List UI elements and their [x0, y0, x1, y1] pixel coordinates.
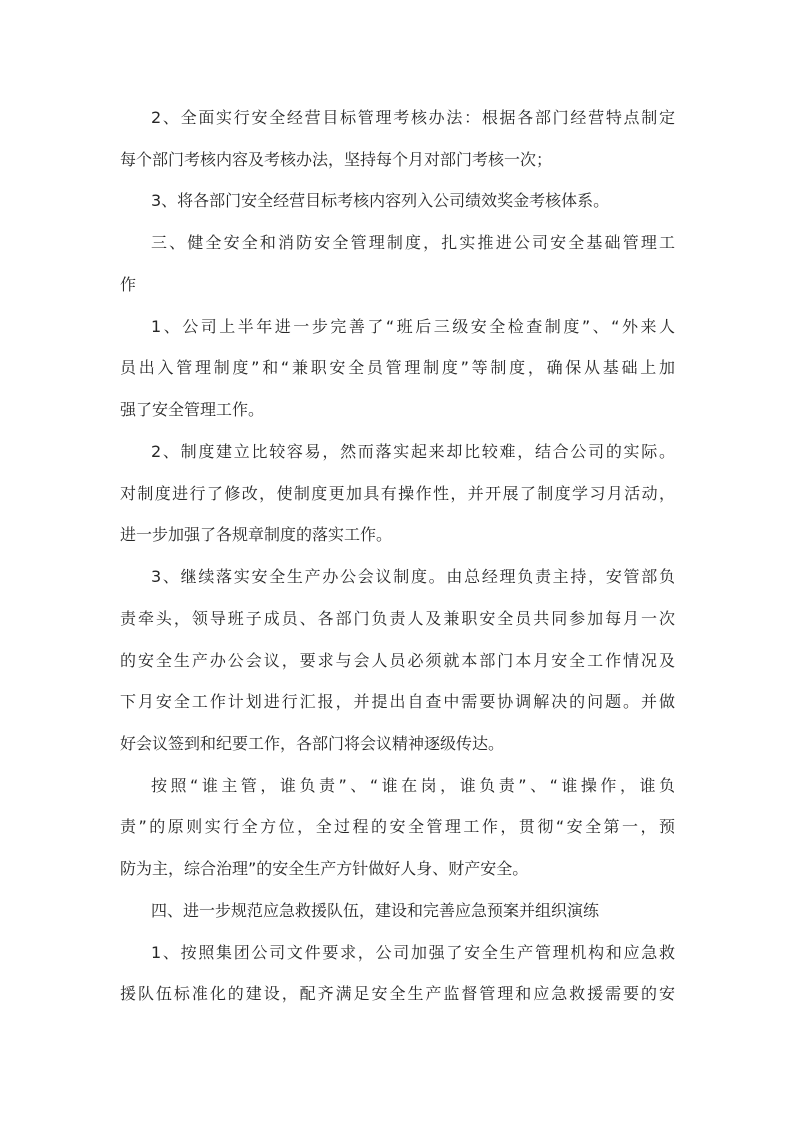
text-line: 强了安全管理工作。 — [120, 400, 265, 419]
text-line: 每个部门考核内容及考核办法，坚持每个月对部门考核一次； — [120, 150, 553, 169]
text-line: 2、制度建立比较容易，然而落实起来却比较难，结合公司的实际。 — [151, 442, 675, 461]
text-line: 2、全面实行安全经营目标管理考核办法：根据各部门经营特点制定 — [151, 108, 675, 127]
text-line: 下月安全工作计划进行汇报，并提出自查中需要协调解决的问题。并做 — [120, 692, 675, 711]
text-line: 按照“谁主管，谁负责”、“谁在岗，谁负责”、“谁操作，谁负 — [151, 776, 675, 795]
text-line: 的安全生产办公会议，要求与会人员必须就本部门本月安全工作情况及 — [120, 651, 675, 670]
text-line: 进一步加强了各规章制度的落实工作。 — [120, 525, 393, 544]
text-line: 3、将各部门安全经营目标考核内容列入公司绩效奖金考核体系。 — [151, 191, 610, 210]
text-line: 责牵头，领导班子成员、各部门负责人及兼职安全员共同参加每月一次 — [120, 609, 675, 628]
text-line: 防为主，综合治理”的安全生产方针做好人身、财产安全。 — [120, 859, 529, 878]
text-line: 1、按照集团公司文件要求，公司加强了安全生产管理机构和应急救 — [151, 943, 675, 962]
section-heading: 四、进一步规范应急救援队伍，建设和完善应急预案并组织演练 — [151, 901, 600, 920]
text-line: 责”的原则实行全方位，全过程的安全管理工作，贯彻“安全第一，预 — [120, 817, 675, 836]
section-heading: 三、健全安全和消防安全管理制度，扎实推进公司安全基础管理工 — [151, 233, 675, 252]
text-line: 3、继续落实安全生产办公会议制度。由总经理负责主持，安管部负 — [151, 567, 675, 586]
text-line: 对制度进行了修改，使制度更加具有操作性，并开展了制度学习月活动， — [120, 484, 675, 503]
section-heading: 作 — [120, 275, 137, 294]
text-line: 好会议签到和纪要工作，各部门将会议精神逐级传达。 — [120, 734, 505, 753]
text-line: 员出入管理制度”和“兼职安全员管理制度”等制度，确保从基础上加 — [120, 358, 675, 377]
text-line: 1、公司上半年进一步完善了“班后三级安全检查制度”、“外来人 — [151, 317, 675, 336]
text-line: 援队伍标准化的建设，配齐满足安全生产监督管理和应急救援需要的安 — [120, 984, 675, 1003]
